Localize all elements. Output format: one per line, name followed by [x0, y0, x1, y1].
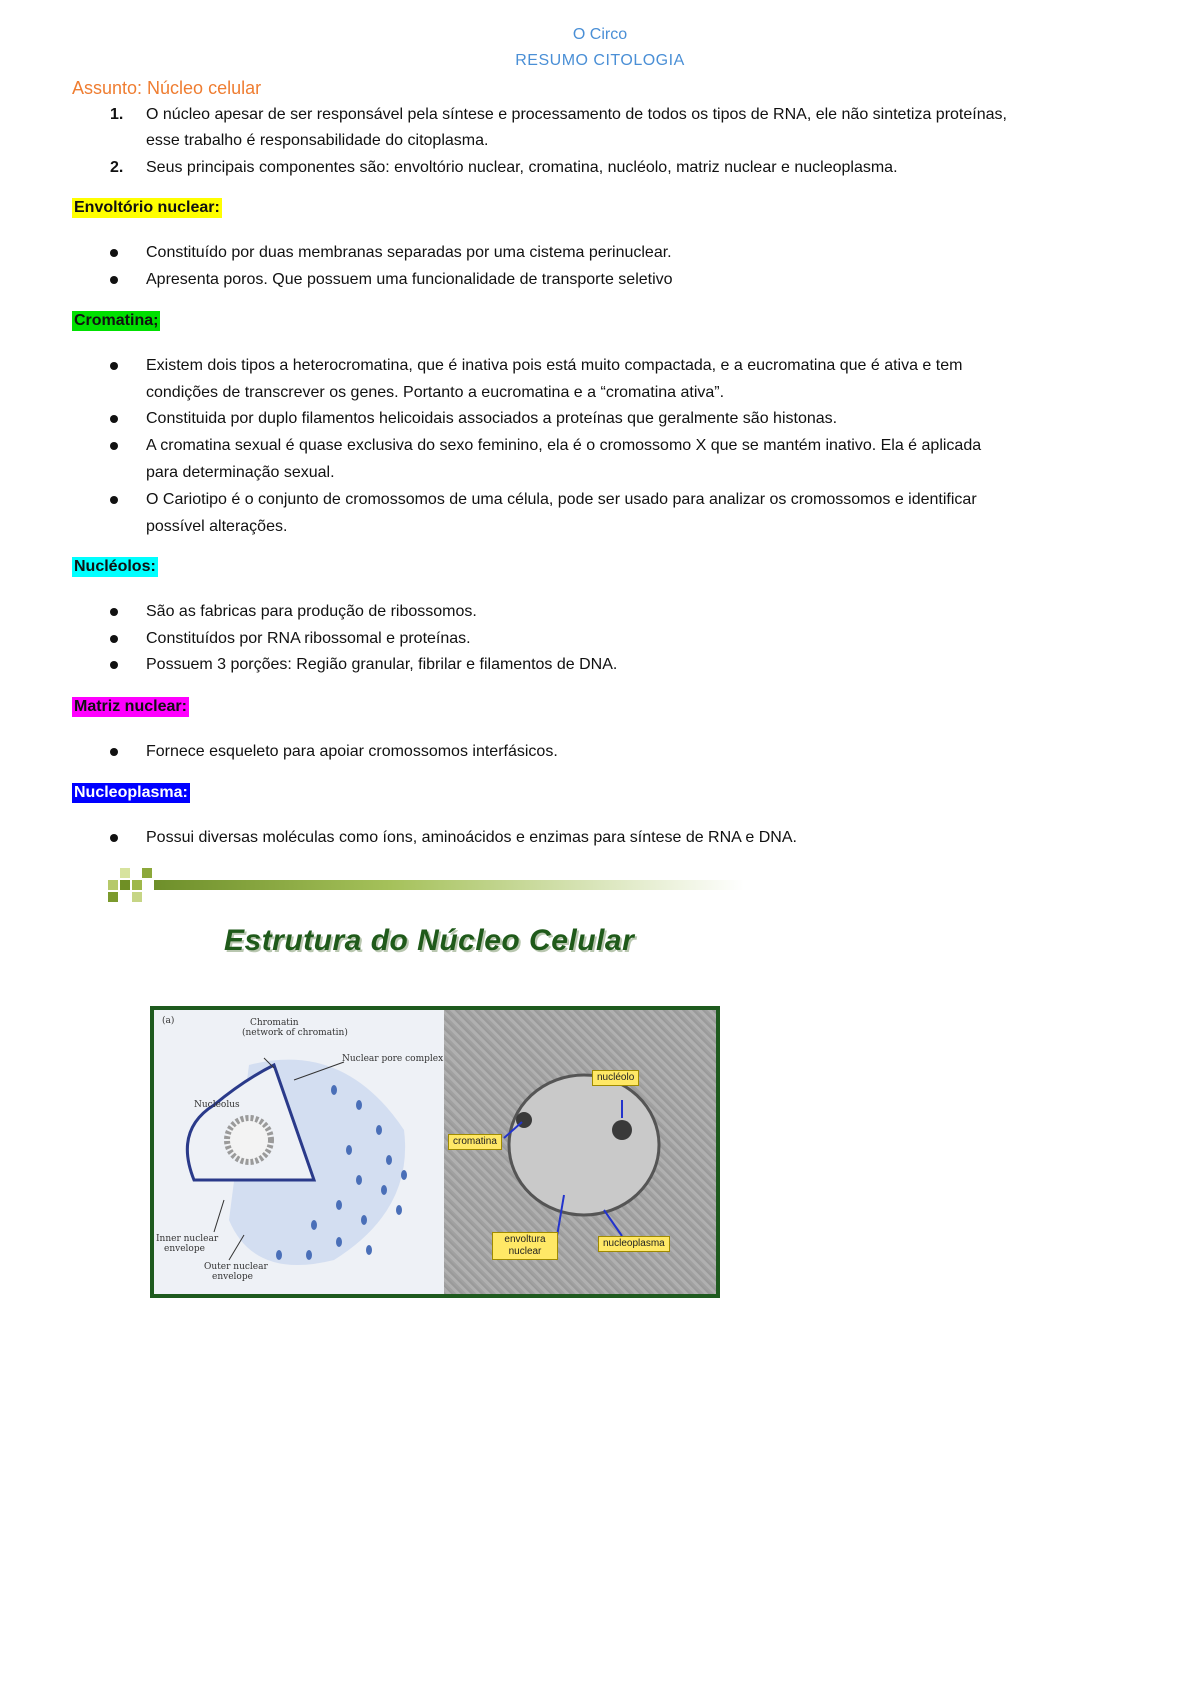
bullet-text: São as fabricas para produção de ribossomos. [146, 603, 477, 620]
slide-title: Estrutura do Núcleo Celular [224, 924, 635, 957]
micrograph-drawing [444, 1010, 716, 1294]
bullet-icon [110, 635, 118, 643]
bullet-text: Apresenta poros. Que possuem uma funcionalidade de transporte seletivo [146, 271, 673, 288]
diagram-label-pore: Nuclear pore complex [342, 1054, 444, 1064]
bullet-icon [110, 415, 118, 423]
bullet-text: Existem dois tipos a heterocromatina, que é inativa pois está muito compactada, e a eucromatina que é ativa e tem [146, 357, 963, 374]
subject-heading: Assunto: Núcleo celular [72, 78, 262, 98]
bullet-text: possível alterações. [146, 518, 288, 535]
diagram-label-outer: Outer nuclear [204, 1262, 268, 1272]
bullet-icon [110, 661, 118, 669]
nucleus-micrograph [444, 1010, 716, 1294]
bullet-text: Possuem 3 porções: Região granular, fibrilar e filamentos de DNA. [146, 656, 618, 673]
nucleus-diagram [154, 1010, 444, 1294]
diagram-label-inner2: envelope [164, 1244, 205, 1254]
header-title: O Circo [572, 26, 628, 43]
bullet-text: O Cariotipo é o conjunto de cromossomos de uma célula, pode ser usado para analizar os cromossomos e identificar [146, 491, 977, 508]
bullet-text: A cromatina sexual é quase exclusiva do sexo feminino, ela é o cromossomo X que se mantém inativo. Ela é aplicada [146, 437, 982, 454]
bullet-icon [110, 362, 118, 370]
diagram-label-nucleolus: Nucleolus [194, 1100, 240, 1110]
diagram-label-chromatin: Chromatin [250, 1018, 299, 1028]
diagram-label-a: (a) [162, 1016, 175, 1026]
diagram-label-outer2: envelope [212, 1272, 253, 1282]
slide-decoration-bar [108, 866, 738, 904]
section-heading-nucleoplasma: Nucleoplasma: [74, 784, 188, 801]
section-heading-nucleolos: Nucléolos: [74, 558, 156, 575]
bullet-icon [110, 608, 118, 616]
list-text: Seus principais componentes são: envoltório nuclear, cromatina, nucléolo, matriz nuclear e nucleoplasma. [146, 159, 898, 176]
bullet-text: Fornece esqueleto para apoiar cromossomos interfásicos. [146, 743, 558, 760]
bullet-icon [110, 496, 118, 504]
list-text: O núcleo apesar de ser responsável pela síntese e processamento de todos os tipos de RNA, ele não sintetiza proteínas, [146, 106, 1007, 123]
photo-tag-envoltura-line1: envoltura [504, 1234, 546, 1245]
photo-tag-envoltura [492, 1232, 558, 1260]
section-heading-cromatina: Cromatina; [74, 312, 159, 329]
bullet-text: para determinação sexual. [146, 464, 335, 481]
section-heading-matriz: Matriz nuclear: [74, 698, 187, 715]
photo-tag-nucleolo: nucléolo [592, 1070, 639, 1086]
bullet-text: Constituida por duplo filamentos helicoidais associados a proteínas que geralmente são histonas. [146, 410, 838, 427]
bullet-icon [110, 748, 118, 756]
nucleus-figure [150, 1006, 720, 1298]
bullet-icon [110, 834, 118, 842]
photo-tag-envoltura-line2: nuclear [508, 1246, 542, 1257]
list-text: esse trabalho é responsabilidade do citoplasma. [146, 132, 489, 149]
bullet-icon [110, 249, 118, 257]
header-subtitle: RESUMO CITOLOGIA [515, 52, 685, 69]
list-number: 2. [110, 159, 124, 176]
list-number: 1. [110, 106, 124, 123]
bullet-text: Possui diversas moléculas como íons, aminoácidos e enzimas para síntese de RNA e DNA. [146, 829, 797, 846]
section-heading-envoltorio: Envoltório nuclear: [74, 199, 220, 216]
bullet-text: Constituído por duas membranas separadas por uma cistema perinuclear. [146, 244, 672, 261]
bullet-icon [110, 442, 118, 450]
bullet-text: Constituídos por RNA ribossomal e proteínas. [146, 630, 471, 647]
bullet-icon [110, 276, 118, 284]
bullet-text: condições de transcrever os genes. Portanto a eucromatina e a “cromatina ativa”. [146, 384, 725, 401]
photo-tag-nucleoplasma: nucleoplasma [598, 1236, 670, 1252]
diagram-label-chromatin-sub: (network of chromatin) [242, 1028, 348, 1038]
photo-tag-cromatina: cromatina [448, 1134, 502, 1150]
diagram-label-inner: Inner nuclear [156, 1234, 219, 1244]
